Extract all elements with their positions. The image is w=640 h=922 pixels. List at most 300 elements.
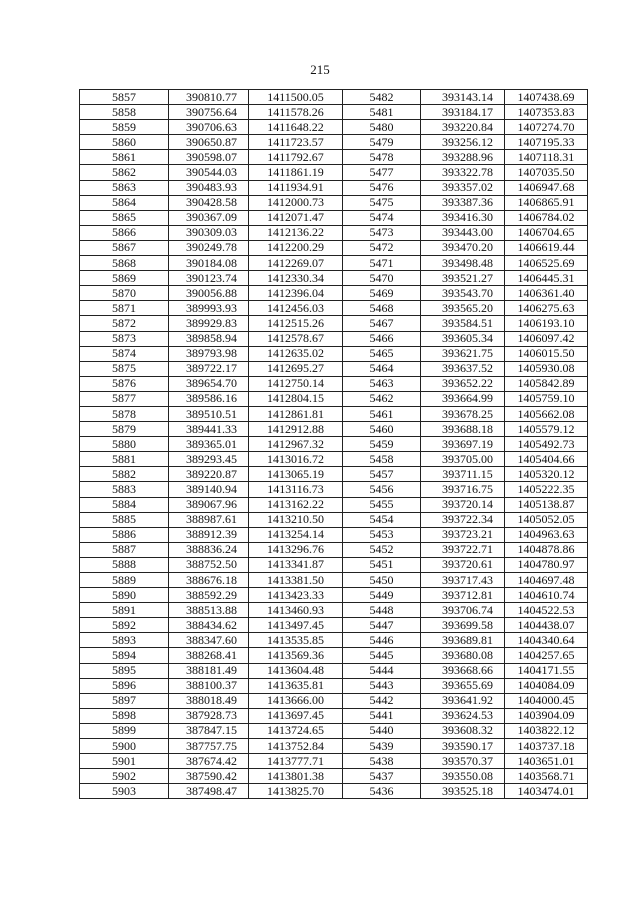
y-coordinate-a-cell: 1411648.22 bbox=[249, 120, 343, 135]
x-coordinate-a-cell: 389586.16 bbox=[169, 391, 249, 406]
table-row bbox=[80, 286, 588, 301]
y-coordinate-b-cell: 1407195.33 bbox=[505, 135, 588, 150]
table-row bbox=[80, 512, 588, 527]
x-coordinate-b-cell: 393711.15 bbox=[421, 467, 505, 482]
table-row bbox=[80, 452, 588, 467]
table-row bbox=[80, 331, 588, 346]
x-coordinate-a-cell: 390428.58 bbox=[169, 195, 249, 210]
y-coordinate-b-cell: 1404257.65 bbox=[505, 648, 588, 663]
y-coordinate-b-cell: 1404084.09 bbox=[505, 678, 588, 693]
point-number-a-cell: 5901 bbox=[80, 754, 169, 769]
x-coordinate-b-cell: 393525.18 bbox=[421, 784, 505, 799]
point-number-b-cell: 5465 bbox=[343, 346, 421, 361]
y-coordinate-a-cell: 1413801.38 bbox=[249, 769, 343, 784]
coordinates-table bbox=[79, 89, 588, 799]
point-number-a-cell: 5888 bbox=[80, 557, 169, 572]
coordinates-table-body bbox=[80, 90, 588, 799]
y-coordinate-a-cell: 1412456.03 bbox=[249, 301, 343, 316]
y-coordinate-a-cell: 1412515.26 bbox=[249, 316, 343, 331]
point-number-b-cell: 5455 bbox=[343, 497, 421, 512]
x-coordinate-a-cell: 388987.61 bbox=[169, 512, 249, 527]
point-number-a-cell: 5877 bbox=[80, 391, 169, 406]
y-coordinate-a-cell: 1412695.27 bbox=[249, 361, 343, 376]
x-coordinate-b-cell: 393637.52 bbox=[421, 361, 505, 376]
table-row bbox=[80, 648, 588, 663]
x-coordinate-b-cell: 393697.19 bbox=[421, 437, 505, 452]
x-coordinate-b-cell: 393723.21 bbox=[421, 527, 505, 542]
table-row bbox=[80, 120, 588, 135]
x-coordinate-b-cell: 393256.12 bbox=[421, 135, 505, 150]
y-coordinate-a-cell: 1413162.22 bbox=[249, 497, 343, 512]
x-coordinate-a-cell: 389441.33 bbox=[169, 422, 249, 437]
point-number-a-cell: 5865 bbox=[80, 210, 169, 225]
point-number-b-cell: 5464 bbox=[343, 361, 421, 376]
x-coordinate-a-cell: 387757.75 bbox=[169, 739, 249, 754]
point-number-a-cell: 5882 bbox=[80, 467, 169, 482]
y-coordinate-a-cell: 1413381.50 bbox=[249, 573, 343, 588]
point-number-b-cell: 5470 bbox=[343, 271, 421, 286]
x-coordinate-b-cell: 393712.81 bbox=[421, 588, 505, 603]
y-coordinate-b-cell: 1405579.12 bbox=[505, 422, 588, 437]
x-coordinate-b-cell: 393570.37 bbox=[421, 754, 505, 769]
x-coordinate-a-cell: 390650.87 bbox=[169, 135, 249, 150]
x-coordinate-a-cell: 388347.60 bbox=[169, 633, 249, 648]
x-coordinate-b-cell: 393387.36 bbox=[421, 195, 505, 210]
x-coordinate-a-cell: 389365.01 bbox=[169, 437, 249, 452]
x-coordinate-b-cell: 393584.51 bbox=[421, 316, 505, 331]
y-coordinate-b-cell: 1403474.01 bbox=[505, 784, 588, 799]
point-number-b-cell: 5482 bbox=[343, 90, 421, 105]
point-number-b-cell: 5460 bbox=[343, 422, 421, 437]
x-coordinate-a-cell: 390309.03 bbox=[169, 225, 249, 240]
point-number-b-cell: 5478 bbox=[343, 150, 421, 165]
x-coordinate-a-cell: 389722.17 bbox=[169, 361, 249, 376]
point-number-a-cell: 5864 bbox=[80, 195, 169, 210]
x-coordinate-b-cell: 393498.48 bbox=[421, 256, 505, 271]
x-coordinate-b-cell: 393655.69 bbox=[421, 678, 505, 693]
y-coordinate-a-cell: 1412330.34 bbox=[249, 271, 343, 286]
y-coordinate-a-cell: 1412071.47 bbox=[249, 210, 343, 225]
point-number-a-cell: 5883 bbox=[80, 482, 169, 497]
point-number-b-cell: 5440 bbox=[343, 723, 421, 738]
point-number-a-cell: 5880 bbox=[80, 437, 169, 452]
y-coordinate-b-cell: 1404000.45 bbox=[505, 693, 588, 708]
x-coordinate-a-cell: 388268.41 bbox=[169, 648, 249, 663]
point-number-a-cell: 5893 bbox=[80, 633, 169, 648]
y-coordinate-a-cell: 1411723.57 bbox=[249, 135, 343, 150]
y-coordinate-b-cell: 1406525.69 bbox=[505, 256, 588, 271]
x-coordinate-b-cell: 393470.20 bbox=[421, 240, 505, 255]
y-coordinate-a-cell: 1413254.14 bbox=[249, 527, 343, 542]
y-coordinate-a-cell: 1412861.81 bbox=[249, 406, 343, 421]
table-row bbox=[80, 271, 588, 286]
point-number-b-cell: 5477 bbox=[343, 165, 421, 180]
y-coordinate-a-cell: 1413497.45 bbox=[249, 618, 343, 633]
table-row bbox=[80, 542, 588, 557]
table-row bbox=[80, 588, 588, 603]
y-coordinate-a-cell: 1412912.88 bbox=[249, 422, 343, 437]
point-number-b-cell: 5471 bbox=[343, 256, 421, 271]
y-coordinate-a-cell: 1413697.45 bbox=[249, 708, 343, 723]
point-number-b-cell: 5479 bbox=[343, 135, 421, 150]
table-row bbox=[80, 210, 588, 225]
x-coordinate-a-cell: 388676.18 bbox=[169, 573, 249, 588]
point-number-b-cell: 5481 bbox=[343, 105, 421, 120]
y-coordinate-a-cell: 1411500.05 bbox=[249, 90, 343, 105]
x-coordinate-a-cell: 388018.49 bbox=[169, 693, 249, 708]
x-coordinate-a-cell: 389858.94 bbox=[169, 331, 249, 346]
x-coordinate-a-cell: 387847.15 bbox=[169, 723, 249, 738]
y-coordinate-a-cell: 1413341.87 bbox=[249, 557, 343, 572]
table-row bbox=[80, 663, 588, 678]
point-number-b-cell: 5458 bbox=[343, 452, 421, 467]
x-coordinate-b-cell: 393678.25 bbox=[421, 406, 505, 421]
y-coordinate-a-cell: 1413423.33 bbox=[249, 588, 343, 603]
y-coordinate-a-cell: 1411861.19 bbox=[249, 165, 343, 180]
y-coordinate-b-cell: 1404697.48 bbox=[505, 573, 588, 588]
x-coordinate-a-cell: 388912.39 bbox=[169, 527, 249, 542]
x-coordinate-a-cell: 389793.98 bbox=[169, 346, 249, 361]
x-coordinate-b-cell: 393705.00 bbox=[421, 452, 505, 467]
y-coordinate-b-cell: 1406097.42 bbox=[505, 331, 588, 346]
x-coordinate-b-cell: 393543.70 bbox=[421, 286, 505, 301]
point-number-b-cell: 5451 bbox=[343, 557, 421, 572]
y-coordinate-b-cell: 1404780.97 bbox=[505, 557, 588, 572]
x-coordinate-a-cell: 388513.88 bbox=[169, 603, 249, 618]
point-number-a-cell: 5894 bbox=[80, 648, 169, 663]
y-coordinate-b-cell: 1406193.10 bbox=[505, 316, 588, 331]
point-number-a-cell: 5874 bbox=[80, 346, 169, 361]
x-coordinate-b-cell: 393521.27 bbox=[421, 271, 505, 286]
table-row bbox=[80, 90, 588, 105]
x-coordinate-b-cell: 393664.99 bbox=[421, 391, 505, 406]
table-row bbox=[80, 633, 588, 648]
point-number-a-cell: 5902 bbox=[80, 769, 169, 784]
table-row bbox=[80, 754, 588, 769]
x-coordinate-a-cell: 389510.51 bbox=[169, 406, 249, 421]
y-coordinate-b-cell: 1405052.05 bbox=[505, 512, 588, 527]
point-number-b-cell: 5444 bbox=[343, 663, 421, 678]
y-coordinate-b-cell: 1407274.70 bbox=[505, 120, 588, 135]
point-number-a-cell: 5876 bbox=[80, 376, 169, 391]
x-coordinate-b-cell: 393706.74 bbox=[421, 603, 505, 618]
x-coordinate-a-cell: 389654.70 bbox=[169, 376, 249, 391]
y-coordinate-a-cell: 1413016.72 bbox=[249, 452, 343, 467]
y-coordinate-b-cell: 1403822.12 bbox=[505, 723, 588, 738]
y-coordinate-a-cell: 1413777.71 bbox=[249, 754, 343, 769]
point-number-b-cell: 5456 bbox=[343, 482, 421, 497]
x-coordinate-b-cell: 393590.17 bbox=[421, 739, 505, 754]
x-coordinate-a-cell: 389067.96 bbox=[169, 497, 249, 512]
point-number-a-cell: 5886 bbox=[80, 527, 169, 542]
x-coordinate-a-cell: 389993.93 bbox=[169, 301, 249, 316]
point-number-a-cell: 5871 bbox=[80, 301, 169, 316]
y-coordinate-a-cell: 1412396.04 bbox=[249, 286, 343, 301]
x-coordinate-b-cell: 393652.22 bbox=[421, 376, 505, 391]
y-coordinate-a-cell: 1412136.22 bbox=[249, 225, 343, 240]
y-coordinate-b-cell: 1407353.83 bbox=[505, 105, 588, 120]
x-coordinate-b-cell: 393717.43 bbox=[421, 573, 505, 588]
x-coordinate-b-cell: 393443.00 bbox=[421, 225, 505, 240]
y-coordinate-b-cell: 1406619.44 bbox=[505, 240, 588, 255]
x-coordinate-a-cell: 388752.50 bbox=[169, 557, 249, 572]
y-coordinate-b-cell: 1404340.64 bbox=[505, 633, 588, 648]
x-coordinate-b-cell: 393689.81 bbox=[421, 633, 505, 648]
point-number-a-cell: 5890 bbox=[80, 588, 169, 603]
y-coordinate-a-cell: 1413535.85 bbox=[249, 633, 343, 648]
x-coordinate-a-cell: 390056.88 bbox=[169, 286, 249, 301]
point-number-b-cell: 5480 bbox=[343, 120, 421, 135]
x-coordinate-a-cell: 388181.49 bbox=[169, 663, 249, 678]
point-number-b-cell: 5466 bbox=[343, 331, 421, 346]
table-row bbox=[80, 225, 588, 240]
x-coordinate-b-cell: 393716.75 bbox=[421, 482, 505, 497]
x-coordinate-a-cell: 387674.42 bbox=[169, 754, 249, 769]
table-row bbox=[80, 316, 588, 331]
point-number-b-cell: 5447 bbox=[343, 618, 421, 633]
point-number-a-cell: 5895 bbox=[80, 663, 169, 678]
table-row bbox=[80, 150, 588, 165]
table-row bbox=[80, 301, 588, 316]
y-coordinate-a-cell: 1413065.19 bbox=[249, 467, 343, 482]
x-coordinate-b-cell: 393288.96 bbox=[421, 150, 505, 165]
x-coordinate-b-cell: 393624.53 bbox=[421, 708, 505, 723]
point-number-b-cell: 5462 bbox=[343, 391, 421, 406]
x-coordinate-b-cell: 393720.14 bbox=[421, 497, 505, 512]
x-coordinate-a-cell: 389140.94 bbox=[169, 482, 249, 497]
y-coordinate-b-cell: 1407438.69 bbox=[505, 90, 588, 105]
table-row bbox=[80, 527, 588, 542]
x-coordinate-a-cell: 387590.42 bbox=[169, 769, 249, 784]
point-number-b-cell: 5438 bbox=[343, 754, 421, 769]
y-coordinate-a-cell: 1412578.67 bbox=[249, 331, 343, 346]
table-row bbox=[80, 573, 588, 588]
point-number-a-cell: 5862 bbox=[80, 165, 169, 180]
x-coordinate-a-cell: 390706.63 bbox=[169, 120, 249, 135]
y-coordinate-a-cell: 1413666.00 bbox=[249, 693, 343, 708]
point-number-b-cell: 5437 bbox=[343, 769, 421, 784]
point-number-a-cell: 5885 bbox=[80, 512, 169, 527]
y-coordinate-b-cell: 1405404.66 bbox=[505, 452, 588, 467]
page-number: 215 bbox=[310, 62, 330, 77]
y-coordinate-a-cell: 1412269.07 bbox=[249, 256, 343, 271]
x-coordinate-b-cell: 393668.66 bbox=[421, 663, 505, 678]
table-row bbox=[80, 422, 588, 437]
table-row bbox=[80, 165, 588, 180]
y-coordinate-b-cell: 1407035.50 bbox=[505, 165, 588, 180]
x-coordinate-b-cell: 393722.34 bbox=[421, 512, 505, 527]
point-number-b-cell: 5476 bbox=[343, 180, 421, 195]
point-number-b-cell: 5469 bbox=[343, 286, 421, 301]
x-coordinate-b-cell: 393680.08 bbox=[421, 648, 505, 663]
x-coordinate-b-cell: 393608.32 bbox=[421, 723, 505, 738]
point-number-b-cell: 5457 bbox=[343, 467, 421, 482]
table-row bbox=[80, 180, 588, 195]
y-coordinate-b-cell: 1404171.55 bbox=[505, 663, 588, 678]
point-number-a-cell: 5872 bbox=[80, 316, 169, 331]
x-coordinate-a-cell: 390756.64 bbox=[169, 105, 249, 120]
y-coordinate-a-cell: 1413460.93 bbox=[249, 603, 343, 618]
y-coordinate-a-cell: 1412200.29 bbox=[249, 240, 343, 255]
y-coordinate-a-cell: 1412967.32 bbox=[249, 437, 343, 452]
point-number-b-cell: 5446 bbox=[343, 633, 421, 648]
point-number-a-cell: 5891 bbox=[80, 603, 169, 618]
table-row bbox=[80, 693, 588, 708]
y-coordinate-b-cell: 1405492.73 bbox=[505, 437, 588, 452]
point-number-a-cell: 5867 bbox=[80, 240, 169, 255]
table-row bbox=[80, 708, 588, 723]
y-coordinate-b-cell: 1404963.63 bbox=[505, 527, 588, 542]
table-row bbox=[80, 482, 588, 497]
x-coordinate-a-cell: 387928.73 bbox=[169, 708, 249, 723]
y-coordinate-b-cell: 1404522.53 bbox=[505, 603, 588, 618]
point-number-a-cell: 5860 bbox=[80, 135, 169, 150]
x-coordinate-a-cell: 387498.47 bbox=[169, 784, 249, 799]
point-number-b-cell: 5442 bbox=[343, 693, 421, 708]
point-number-a-cell: 5863 bbox=[80, 180, 169, 195]
y-coordinate-b-cell: 1403568.71 bbox=[505, 769, 588, 784]
x-coordinate-a-cell: 390598.07 bbox=[169, 150, 249, 165]
y-coordinate-a-cell: 1413635.81 bbox=[249, 678, 343, 693]
table-row bbox=[80, 376, 588, 391]
point-number-b-cell: 5467 bbox=[343, 316, 421, 331]
y-coordinate-a-cell: 1413296.76 bbox=[249, 542, 343, 557]
y-coordinate-a-cell: 1413825.70 bbox=[249, 784, 343, 799]
point-number-a-cell: 5873 bbox=[80, 331, 169, 346]
point-number-b-cell: 5445 bbox=[343, 648, 421, 663]
y-coordinate-b-cell: 1405320.12 bbox=[505, 467, 588, 482]
table-row bbox=[80, 618, 588, 633]
point-number-a-cell: 5900 bbox=[80, 739, 169, 754]
table-row bbox=[80, 784, 588, 799]
x-coordinate-a-cell: 388434.62 bbox=[169, 618, 249, 633]
table-row bbox=[80, 603, 588, 618]
y-coordinate-a-cell: 1411578.26 bbox=[249, 105, 343, 120]
x-coordinate-a-cell: 390483.93 bbox=[169, 180, 249, 195]
table-row bbox=[80, 497, 588, 512]
point-number-b-cell: 5448 bbox=[343, 603, 421, 618]
x-coordinate-a-cell: 389929.83 bbox=[169, 316, 249, 331]
y-coordinate-a-cell: 1413724.65 bbox=[249, 723, 343, 738]
point-number-b-cell: 5452 bbox=[343, 542, 421, 557]
table-row bbox=[80, 467, 588, 482]
x-coordinate-a-cell: 390123.74 bbox=[169, 271, 249, 286]
y-coordinate-a-cell: 1412804.15 bbox=[249, 391, 343, 406]
point-number-a-cell: 5897 bbox=[80, 693, 169, 708]
x-coordinate-a-cell: 389220.87 bbox=[169, 467, 249, 482]
y-coordinate-b-cell: 1403904.09 bbox=[505, 708, 588, 723]
y-coordinate-b-cell: 1405138.87 bbox=[505, 497, 588, 512]
y-coordinate-b-cell: 1406865.91 bbox=[505, 195, 588, 210]
y-coordinate-b-cell: 1405222.35 bbox=[505, 482, 588, 497]
point-number-a-cell: 5878 bbox=[80, 406, 169, 421]
point-number-b-cell: 5473 bbox=[343, 225, 421, 240]
y-coordinate-a-cell: 1413604.48 bbox=[249, 663, 343, 678]
point-number-b-cell: 5474 bbox=[343, 210, 421, 225]
y-coordinate-a-cell: 1411934.91 bbox=[249, 180, 343, 195]
x-coordinate-b-cell: 393416.30 bbox=[421, 210, 505, 225]
x-coordinate-a-cell: 388836.24 bbox=[169, 542, 249, 557]
x-coordinate-b-cell: 393641.92 bbox=[421, 693, 505, 708]
y-coordinate-a-cell: 1412000.73 bbox=[249, 195, 343, 210]
table-row bbox=[80, 361, 588, 376]
point-number-a-cell: 5898 bbox=[80, 708, 169, 723]
point-number-b-cell: 5436 bbox=[343, 784, 421, 799]
point-number-b-cell: 5439 bbox=[343, 739, 421, 754]
table-row bbox=[80, 256, 588, 271]
table-row bbox=[80, 195, 588, 210]
y-coordinate-b-cell: 1406275.63 bbox=[505, 301, 588, 316]
point-number-a-cell: 5875 bbox=[80, 361, 169, 376]
x-coordinate-b-cell: 393699.58 bbox=[421, 618, 505, 633]
x-coordinate-b-cell: 393621.75 bbox=[421, 346, 505, 361]
point-number-b-cell: 5449 bbox=[343, 588, 421, 603]
x-coordinate-b-cell: 393722.71 bbox=[421, 542, 505, 557]
x-coordinate-b-cell: 393322.78 bbox=[421, 165, 505, 180]
y-coordinate-a-cell: 1412750.14 bbox=[249, 376, 343, 391]
x-coordinate-b-cell: 393143.14 bbox=[421, 90, 505, 105]
point-number-a-cell: 5866 bbox=[80, 225, 169, 240]
point-number-a-cell: 5858 bbox=[80, 105, 169, 120]
y-coordinate-a-cell: 1413210.50 bbox=[249, 512, 343, 527]
y-coordinate-b-cell: 1406015.50 bbox=[505, 346, 588, 361]
y-coordinate-b-cell: 1406704.65 bbox=[505, 225, 588, 240]
y-coordinate-a-cell: 1411792.67 bbox=[249, 150, 343, 165]
table-row bbox=[80, 346, 588, 361]
x-coordinate-a-cell: 390184.08 bbox=[169, 256, 249, 271]
x-coordinate-b-cell: 393184.17 bbox=[421, 105, 505, 120]
y-coordinate-b-cell: 1404438.07 bbox=[505, 618, 588, 633]
table-row bbox=[80, 391, 588, 406]
x-coordinate-a-cell: 390249.78 bbox=[169, 240, 249, 255]
point-number-a-cell: 5879 bbox=[80, 422, 169, 437]
x-coordinate-a-cell: 390544.03 bbox=[169, 165, 249, 180]
x-coordinate-a-cell: 388592.29 bbox=[169, 588, 249, 603]
y-coordinate-b-cell: 1405759.10 bbox=[505, 391, 588, 406]
point-number-b-cell: 5459 bbox=[343, 437, 421, 452]
y-coordinate-b-cell: 1405930.08 bbox=[505, 361, 588, 376]
x-coordinate-b-cell: 393720.61 bbox=[421, 557, 505, 572]
table-row bbox=[80, 739, 588, 754]
point-number-a-cell: 5859 bbox=[80, 120, 169, 135]
x-coordinate-b-cell: 393605.34 bbox=[421, 331, 505, 346]
point-number-b-cell: 5472 bbox=[343, 240, 421, 255]
point-number-a-cell: 5887 bbox=[80, 542, 169, 557]
point-number-b-cell: 5453 bbox=[343, 527, 421, 542]
point-number-b-cell: 5450 bbox=[343, 573, 421, 588]
x-coordinate-b-cell: 393357.02 bbox=[421, 180, 505, 195]
table-row bbox=[80, 240, 588, 255]
x-coordinate-b-cell: 393565.20 bbox=[421, 301, 505, 316]
y-coordinate-a-cell: 1413569.36 bbox=[249, 648, 343, 663]
point-number-b-cell: 5475 bbox=[343, 195, 421, 210]
point-number-a-cell: 5896 bbox=[80, 678, 169, 693]
y-coordinate-b-cell: 1406361.40 bbox=[505, 286, 588, 301]
y-coordinate-a-cell: 1413116.73 bbox=[249, 482, 343, 497]
y-coordinate-b-cell: 1403737.18 bbox=[505, 739, 588, 754]
y-coordinate-b-cell: 1404610.74 bbox=[505, 588, 588, 603]
table-row bbox=[80, 557, 588, 572]
point-number-a-cell: 5868 bbox=[80, 256, 169, 271]
y-coordinate-b-cell: 1406784.02 bbox=[505, 210, 588, 225]
table-row bbox=[80, 437, 588, 452]
y-coordinate-b-cell: 1404878.86 bbox=[505, 542, 588, 557]
point-number-a-cell: 5861 bbox=[80, 150, 169, 165]
table-row bbox=[80, 406, 588, 421]
x-coordinate-a-cell: 388100.37 bbox=[169, 678, 249, 693]
x-coordinate-b-cell: 393550.08 bbox=[421, 769, 505, 784]
table-row bbox=[80, 678, 588, 693]
